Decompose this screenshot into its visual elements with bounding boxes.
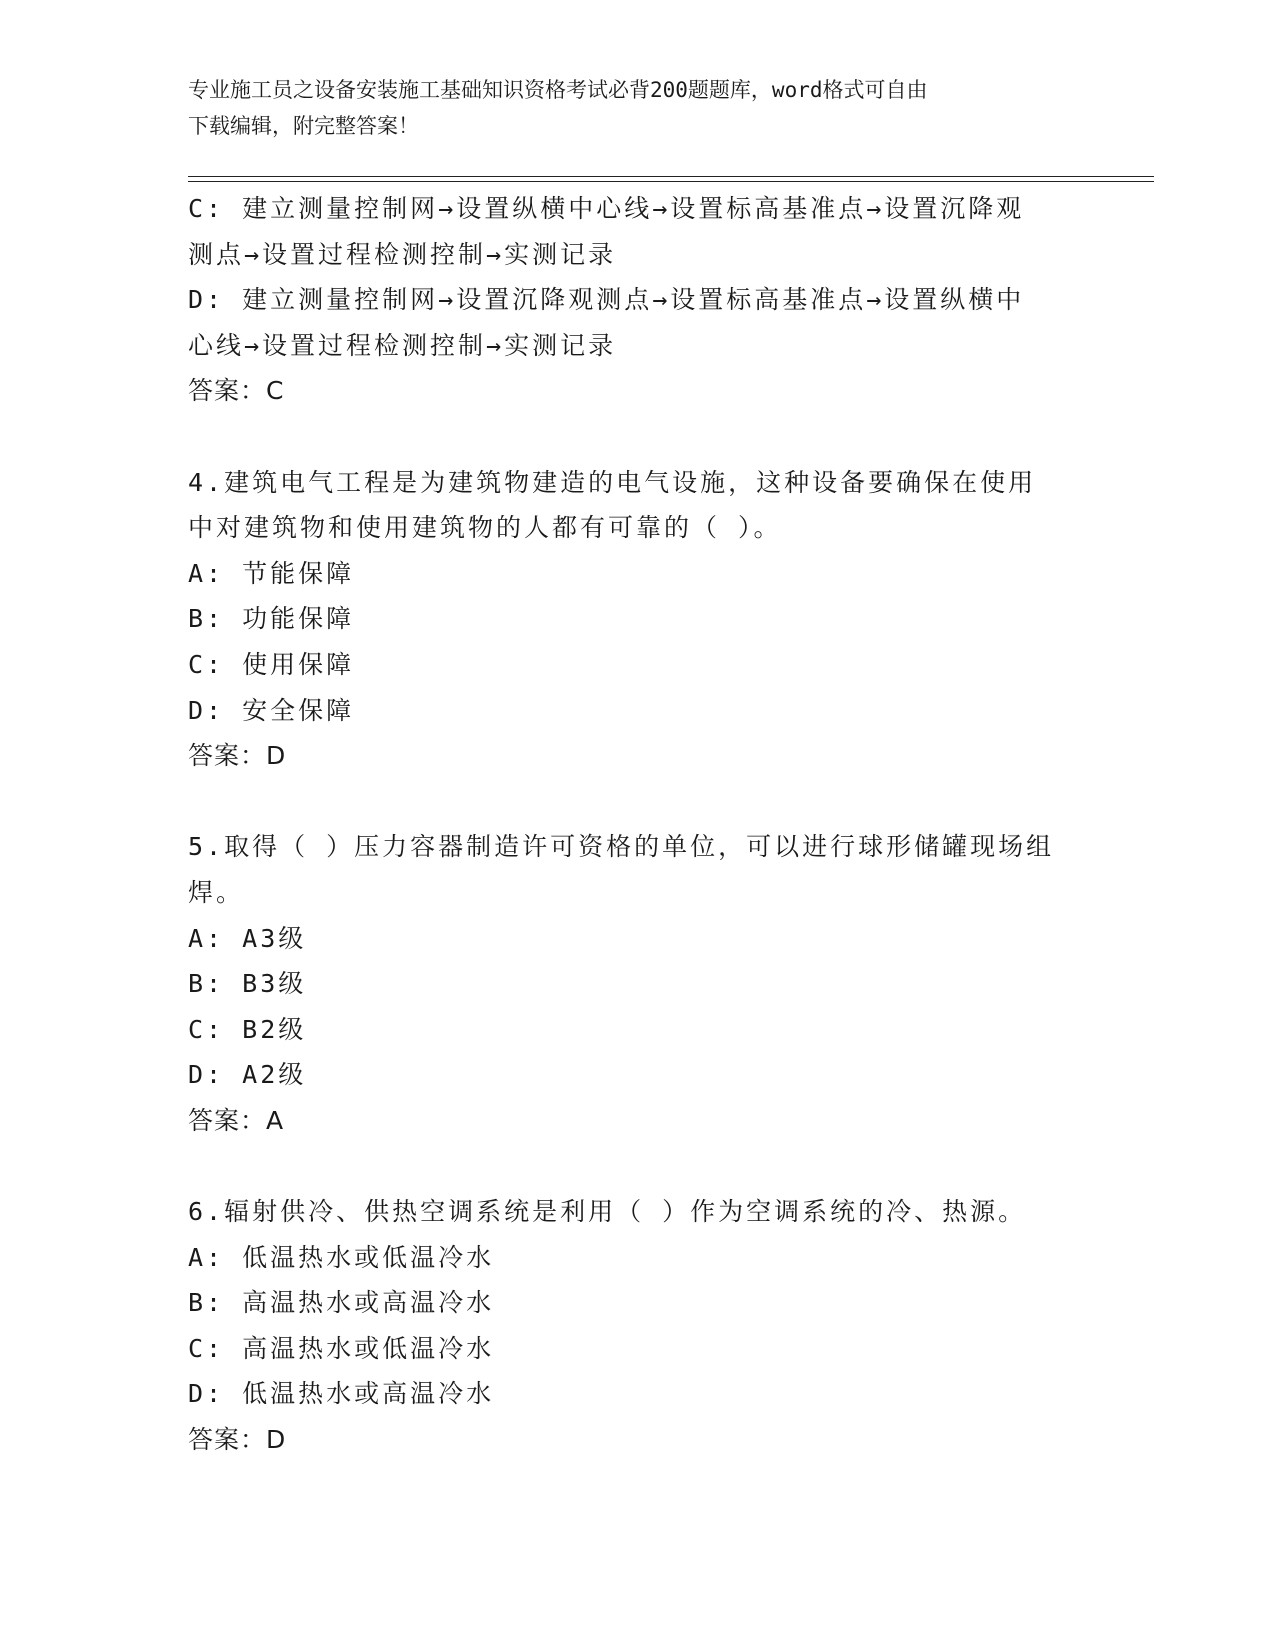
header-divider-bottom	[188, 181, 1154, 182]
question-text-line-2: 中对建筑物和使用建筑物的人都有可靠的（ ）。	[188, 513, 782, 543]
option-d: D: A2级	[188, 1060, 307, 1090]
option-b: B: B3级	[188, 969, 307, 999]
document-header	[188, 72, 1068, 144]
option-b: B: 高温热水或高温冷水	[188, 1288, 495, 1318]
option-c: C: 使用保障	[188, 649, 355, 679]
option-a: A: A3级	[188, 923, 307, 953]
question-text-line-1: 5.取得（ ）压力容器制造许可资格的单位，可以进行球形储罐现场组	[188, 832, 1055, 862]
question-block-6	[188, 1189, 1088, 1463]
answer: 答案：D	[188, 1425, 287, 1455]
header-line-1: 专业施工员之设备安装施工基础知识资格考试必背200题题库，word格式可自由	[188, 78, 928, 102]
question-text-line-1: 6.辐射供冷、供热空调系统是利用（ ）作为空调系统的冷、热源。	[188, 1197, 1027, 1227]
answer: 答案：D	[188, 741, 287, 771]
answer: 答案：A	[188, 1105, 285, 1135]
document-body	[188, 186, 1088, 1463]
option-c: C: 高温热水或低温冷水	[188, 1333, 495, 1363]
option-b: B: 功能保障	[188, 604, 355, 634]
option-c-line-1: C: 建立测量控制网→设置纵横中心线→设置标高基准点→设置沉降观	[188, 194, 1025, 223]
header-line-2: 下载编辑，附完整答案！	[188, 114, 419, 138]
header-divider-top	[188, 176, 1154, 177]
option-a: A: 低温热水或低温冷水	[188, 1242, 495, 1272]
option-d-line-1: D: 建立测量控制网→设置沉降观测点→设置标高基准点→设置纵横中	[188, 285, 1025, 315]
question-block-5	[188, 824, 1088, 1143]
option-d-line-2: 心线→设置过程检测控制→实测记录	[188, 330, 617, 360]
option-d: D: 安全保障	[188, 695, 355, 725]
option-a: A: 节能保障	[188, 558, 355, 588]
question-block-3	[188, 186, 1088, 414]
answer: 答案：C	[188, 376, 285, 406]
question-block-4	[188, 460, 1088, 779]
option-c-line-2: 测点→设置过程检测控制→实测记录	[188, 239, 617, 269]
question-text-line-2: 焊。	[188, 877, 245, 907]
option-c: C: B2级	[188, 1014, 307, 1044]
question-text-line-1: 4.建筑电气工程是为建筑物建造的电气设施，这种设备要确保在使用	[188, 467, 1037, 497]
option-d: D: 低温热水或高温冷水	[188, 1379, 495, 1409]
